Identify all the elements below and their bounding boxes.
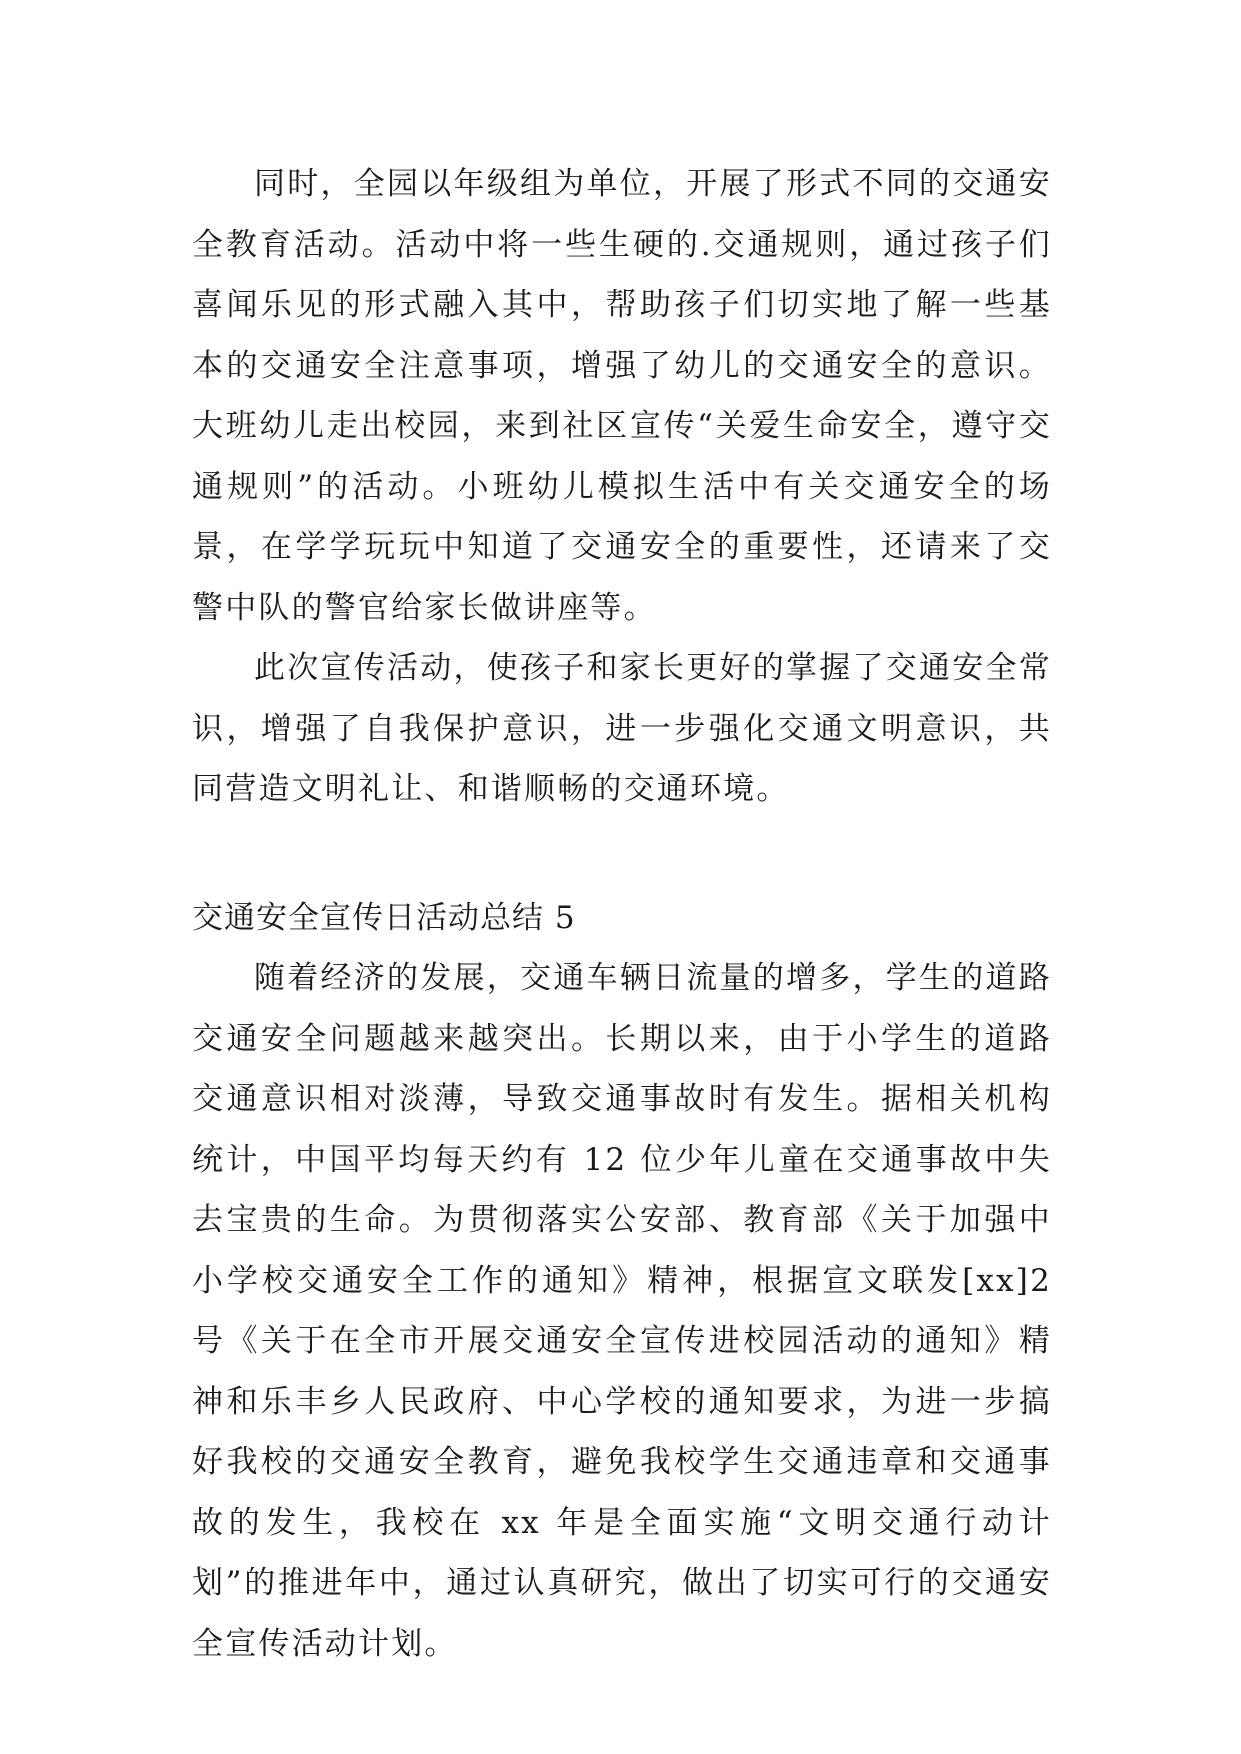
document-body xyxy=(192,154,1052,1674)
section-title: 交通安全宣传日活动总结 5 xyxy=(192,899,576,936)
paragraph-school-safety-plan: 随着经济的发展，交通车辆日流量的增多，学生的道路交通安全问题越来越突出。长期以来，由于小学生的道路交通意识相对淡薄，导致交通事故时有发生。据相关机构统计，中国平均每天约有 12 位少年儿童在交通事故中失去宝贵的生命。为贯彻落实公安部、教育部《关于加强中小学校交通安全工作的通知》精神，根据宣文联发[xx]2 号《关于在全市开展交通安全宣传进校园活动的通知》精神和乐丰乡人民政府、中心学校的通知要求，为进一步搞好我校的交通安全教育，避免我校学生交通违章和交通事故的发生，我校在 xx 年是全面实施“文明交通行动计划”的推进年中，通过认真研究，做出了切实可行的交通安全宣传活动计划。 xyxy=(192,960,1052,1662)
paragraph-kindergarten-activities: 同时，全园以年级组为单位，开展了形式不同的交通安全教育活动。活动中将一些生硬的.交通规则，通过孩子们喜闻乐见的形式融入其中，帮助孩子们切实地了解一些基本的交通安全注意事项，增强了幼儿的交通安全的意识。大班幼儿走出校园，来到社区宣传“关爱生命安全，遵守交通规则”的活动。小班幼儿模拟生活中有关交通安全的场景，在学学玩玩中知道了交通安全的重要性，还请来了交警中队的警官给家长做讲座等。 xyxy=(192,166,1052,626)
paragraph-campaign-result: 此次宣传活动，使孩子和家长更好的掌握了交通安全常识，增强了自我保护意识，进一步强化交通文明意识，共同营造文明礼让、和谐顺畅的交通环境。 xyxy=(192,650,1052,807)
